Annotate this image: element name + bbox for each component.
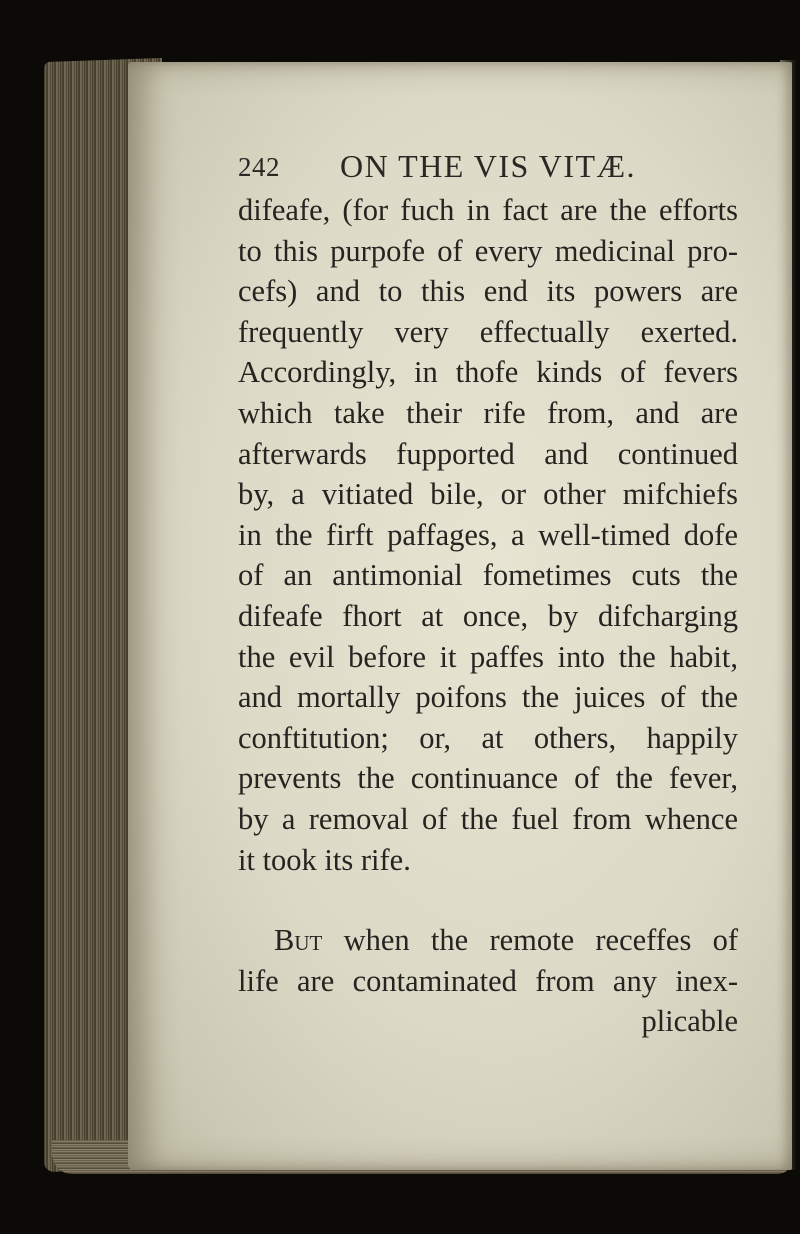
running-title: ON THE VIS VITÆ. (340, 148, 637, 184)
text-line: life are contaminated from any inex- (238, 963, 738, 998)
text-line: cefs) and to this end its powers are (238, 274, 738, 309)
text-line: prevents the continuance of the fever, (238, 761, 738, 796)
text-line: Accordingly, in thofe kinds of fevers (238, 355, 738, 390)
text-line: by a removal of the fuel from whence (238, 801, 738, 836)
running-head (238, 148, 658, 188)
text-line: frequently very effectually exerted. (238, 314, 738, 349)
text-line: to this purpofe of every medicinal pro- (238, 233, 738, 268)
page-number: 242 (238, 152, 280, 182)
text-line: the evil before it paffes into the habit, (238, 639, 738, 674)
text-line: difeafe fhort at once, by difcharging (238, 598, 738, 633)
text-line: and mortally poifons the juices of the (238, 680, 738, 715)
paragraph-opening-line (238, 920, 738, 961)
body-text (238, 190, 738, 1042)
catchword: plicable (641, 1004, 738, 1039)
text-line: which take their rife from, and are (238, 395, 738, 430)
text-line: it took its rife. (238, 842, 411, 877)
text-line: of an antimonial fometimes cuts the (238, 558, 738, 593)
text-line: in the firft paffages, a well-timed dofe (238, 517, 738, 552)
text-line: afterwards fupported and continued (238, 436, 738, 471)
paragraph-first-line-rest: when the remote receffes of (322, 923, 738, 958)
text-line: conftitution; or, at others, happily (238, 720, 738, 755)
text-line: difeafe, (for fuch in fact are the efforts (238, 193, 738, 227)
paragraph-first-word: But (274, 923, 323, 958)
text-line: by, a vitiated bile, or other mifchiefs (238, 477, 738, 512)
